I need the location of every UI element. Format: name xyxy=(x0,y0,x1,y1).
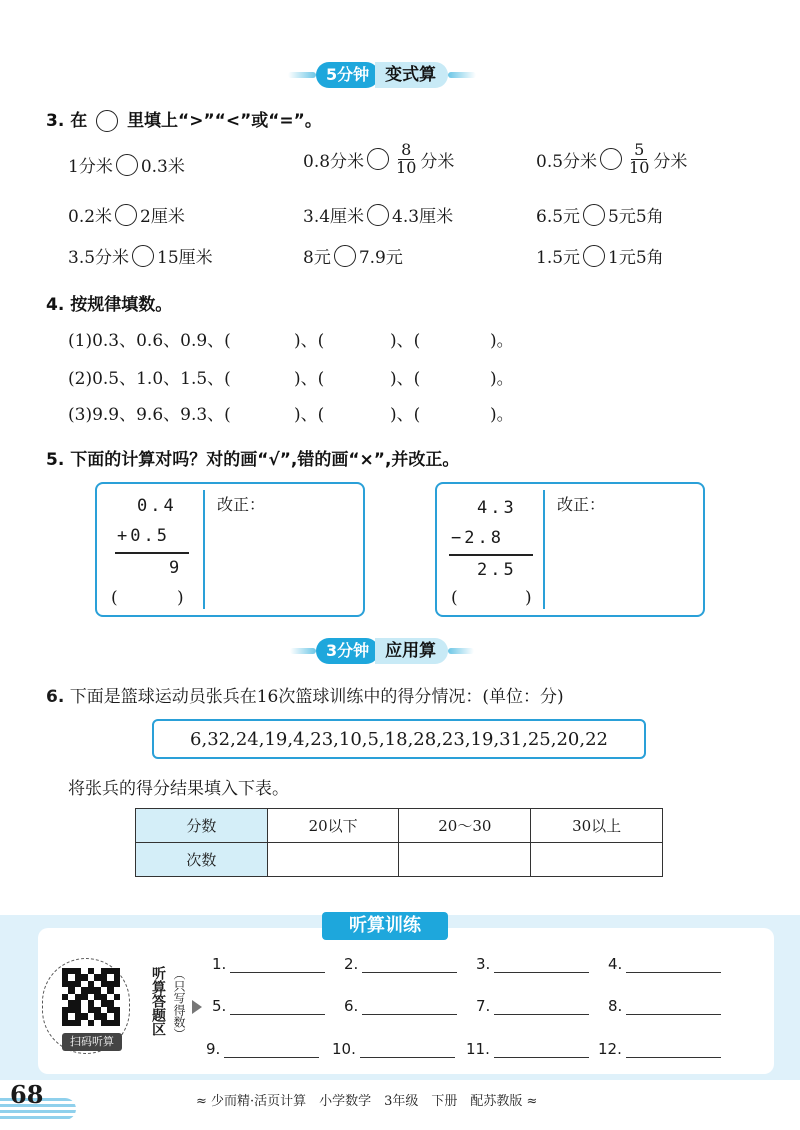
q5-title-text: 下面的计算对吗？对的画“√”,错的画“×”,并改正。 xyxy=(70,450,460,470)
fraction-numerator: 8 xyxy=(398,142,414,160)
scan-label: 扫码听算 xyxy=(62,1033,122,1051)
q3-left-value: 0.5分米 xyxy=(536,151,598,172)
compare-circle[interactable] xyxy=(367,204,389,226)
answer-number: 12. xyxy=(598,1040,622,1058)
q3-right-value: 1元5角 xyxy=(608,248,664,268)
answer-slot[interactable] xyxy=(344,997,457,1015)
table-answer-cell[interactable] xyxy=(531,843,663,877)
q3-left-value: 8元 xyxy=(303,248,331,268)
answer-slot[interactable] xyxy=(608,955,721,973)
answer-number: 3. xyxy=(476,955,491,973)
fraction xyxy=(396,142,416,177)
table-row-label: 次数 xyxy=(136,843,268,877)
q4-item-1 xyxy=(68,326,528,350)
q3-row-2-col-1 xyxy=(68,202,185,227)
calc-operand-2: −2.8 xyxy=(451,528,504,548)
answer-number: 6. xyxy=(344,997,359,1015)
judgement-paren-close: ) xyxy=(177,588,184,608)
q3-left-value: 6.5元 xyxy=(536,207,581,227)
q3-number: 3. xyxy=(46,111,65,131)
correction-area[interactable] xyxy=(209,518,359,612)
fraction-denominator: 10 xyxy=(629,157,650,177)
footer-text: ≈ 少而精·活页计算 小学数学 3年级 下册 配苏教版 ≈ xyxy=(196,1094,538,1109)
q3-right-value: 2厘米 xyxy=(140,207,185,227)
calc-result: 2.5 xyxy=(477,560,517,580)
q6-title-text: 下面是篮球运动员张兵在16次篮球训练中的得分情况：(单位：分) xyxy=(69,687,564,707)
q4-blank[interactable]: )。 xyxy=(490,405,514,425)
q3-right-unit: 分米 xyxy=(420,151,455,172)
correction-area[interactable] xyxy=(549,518,699,612)
q3-row-2-col-3 xyxy=(536,202,664,227)
answer-slot[interactable] xyxy=(206,1040,319,1058)
score-data: 6,32,24,19,4,23,10,5,18,28,23,19,31,25,20,22 xyxy=(190,728,608,750)
q4-title-text: 按规律填数。 xyxy=(70,295,173,315)
correction-label: 改正： xyxy=(557,495,606,514)
q3-row-1-col-2 xyxy=(303,142,454,177)
q4-sequence-text: (1)0.3、0.6、0.9、( xyxy=(68,331,231,351)
q4-sequence-text: (3)9.9、9.6、9.3、( xyxy=(68,405,231,425)
calc-operand-1: 4.3 xyxy=(477,498,517,518)
score-table xyxy=(135,808,663,877)
judgement-blank[interactable] xyxy=(125,588,175,612)
q3-row-2-col-2 xyxy=(303,202,453,227)
q3-title-post: 里填上“>”“<”或“=”。 xyxy=(127,111,322,131)
answer-number: 8. xyxy=(608,997,623,1015)
q3-right-value: 7.9元 xyxy=(358,248,403,268)
section-banner-1 xyxy=(288,62,476,88)
listening-title: 听算训练 xyxy=(322,912,448,940)
q4-blank[interactable]: )、( xyxy=(390,369,421,389)
calc-operand-2: +0.5 xyxy=(117,526,170,546)
q3-right-unit: 分米 xyxy=(653,151,688,172)
q3-right-value: 5元5角 xyxy=(608,207,664,227)
calc-operand-1: 0.4 xyxy=(137,496,177,516)
table-header-cell: 20～30 xyxy=(399,809,531,843)
q3-right-value: 15厘米 xyxy=(157,248,213,268)
table-header-cell: 分数 xyxy=(136,809,268,843)
section-banner-2 xyxy=(290,638,474,664)
answer-number: 1. xyxy=(212,955,227,973)
answer-slot[interactable] xyxy=(598,1040,721,1058)
fraction xyxy=(629,142,649,177)
q6-instruction: 将张兵的得分结果填入下表。 xyxy=(68,779,289,799)
calc-box-a xyxy=(95,482,365,617)
q3-left-value: 1.5元 xyxy=(536,248,581,268)
correction-label: 改正： xyxy=(217,495,266,514)
answer-number: 2. xyxy=(344,955,359,973)
table-header-cell: 20以下 xyxy=(267,809,399,843)
circle-icon xyxy=(96,110,118,132)
arrow-right-icon xyxy=(192,1000,202,1014)
calc-result: 9 xyxy=(169,558,183,578)
judgement-paren-open: ( xyxy=(111,588,118,608)
answer-number: 5. xyxy=(212,997,227,1015)
calc-line xyxy=(449,554,533,556)
compare-circle[interactable] xyxy=(115,204,137,226)
q4-blank[interactable]: )、( xyxy=(390,405,421,425)
fraction-numerator: 5 xyxy=(631,142,647,160)
table-answer-cell[interactable] xyxy=(399,843,531,877)
judgement-paren-close: ) xyxy=(525,588,532,608)
answer-slot[interactable] xyxy=(344,955,457,973)
answer-slot[interactable] xyxy=(476,955,589,973)
q3-row-1-col-3 xyxy=(536,142,687,177)
q6-number: 6. xyxy=(46,687,65,707)
answer-number: 9. xyxy=(206,1040,221,1058)
compare-circle[interactable] xyxy=(132,245,154,267)
q3-left-value: 3.5分米 xyxy=(68,248,130,268)
q3-title-pre: 在 xyxy=(70,111,88,131)
q3-title xyxy=(46,106,322,132)
answer-number: 4. xyxy=(608,955,623,973)
q3-row-1-col-1 xyxy=(68,152,185,177)
table-row xyxy=(136,809,663,843)
q4-blank[interactable]: )、( xyxy=(294,369,325,389)
q4-blank[interactable]: )。 xyxy=(490,369,514,389)
answer-slot[interactable] xyxy=(608,997,721,1015)
q4-blank[interactable]: )、( xyxy=(294,405,325,425)
q4-title xyxy=(46,290,172,315)
section-title: 变式算 xyxy=(375,62,448,88)
q4-blank[interactable]: )、( xyxy=(294,331,325,351)
compare-circle[interactable] xyxy=(116,154,138,176)
compare-circle[interactable] xyxy=(367,148,389,170)
q3-left-value: 0.2米 xyxy=(68,207,113,227)
answer-zone-label: 听算答题区 xyxy=(150,966,166,1036)
table-answer-cell[interactable] xyxy=(267,843,399,877)
answer-number: 7. xyxy=(476,997,491,1015)
answer-slot[interactable] xyxy=(476,997,589,1015)
q4-number: 4. xyxy=(46,295,65,315)
q4-item-3 xyxy=(68,400,528,424)
q3-row-3-col-1 xyxy=(68,243,213,268)
answer-slot[interactable] xyxy=(212,955,325,973)
q3-left-value: 1分米 xyxy=(68,157,113,177)
q3-left-value: 3.4厘米 xyxy=(303,207,365,227)
page-number: 68 xyxy=(10,1080,44,1109)
answer-number: 10. xyxy=(332,1040,356,1058)
section-title: 应用算 xyxy=(375,638,448,664)
table-header-cell: 30以上 xyxy=(531,809,663,843)
judgement-paren-open: ( xyxy=(451,588,458,608)
compare-circle[interactable] xyxy=(583,204,605,226)
answer-slot[interactable] xyxy=(212,997,325,1015)
q4-blank[interactable]: )。 xyxy=(490,331,514,351)
q3-row-3-col-3 xyxy=(536,243,664,268)
section-time-pill: 5分钟 xyxy=(316,62,379,88)
answer-zone-note: （只写得数） xyxy=(172,968,186,1040)
compare-circle[interactable] xyxy=(600,148,622,170)
fraction-denominator: 10 xyxy=(396,157,417,177)
answer-slot[interactable] xyxy=(466,1040,589,1058)
score-data-strip xyxy=(152,719,646,759)
table-row xyxy=(136,843,663,877)
compare-circle[interactable] xyxy=(334,245,356,267)
q4-blank[interactable]: )、( xyxy=(390,331,421,351)
q6-title xyxy=(46,682,564,707)
calc-line xyxy=(115,552,189,554)
q3-right-value: 0.3米 xyxy=(140,157,185,177)
q4-item-2 xyxy=(68,364,528,388)
q3-right-value: 4.3厘米 xyxy=(392,207,454,227)
calc-box-b xyxy=(435,482,705,617)
q5-title xyxy=(46,445,459,470)
q4-sequence-text: (2)0.5、1.0、1.5、( xyxy=(68,369,231,389)
qr-code-icon[interactable] xyxy=(62,968,120,1026)
answer-number: 11. xyxy=(466,1040,490,1058)
answer-slot[interactable] xyxy=(332,1040,455,1058)
compare-circle[interactable] xyxy=(583,245,605,267)
section-time-pill: 3分钟 xyxy=(316,638,379,664)
q5-number: 5. xyxy=(46,450,65,470)
judgement-blank[interactable] xyxy=(465,588,521,612)
q3-row-3-col-2 xyxy=(303,243,403,268)
q3-left-value: 0.8分米 xyxy=(303,151,365,172)
